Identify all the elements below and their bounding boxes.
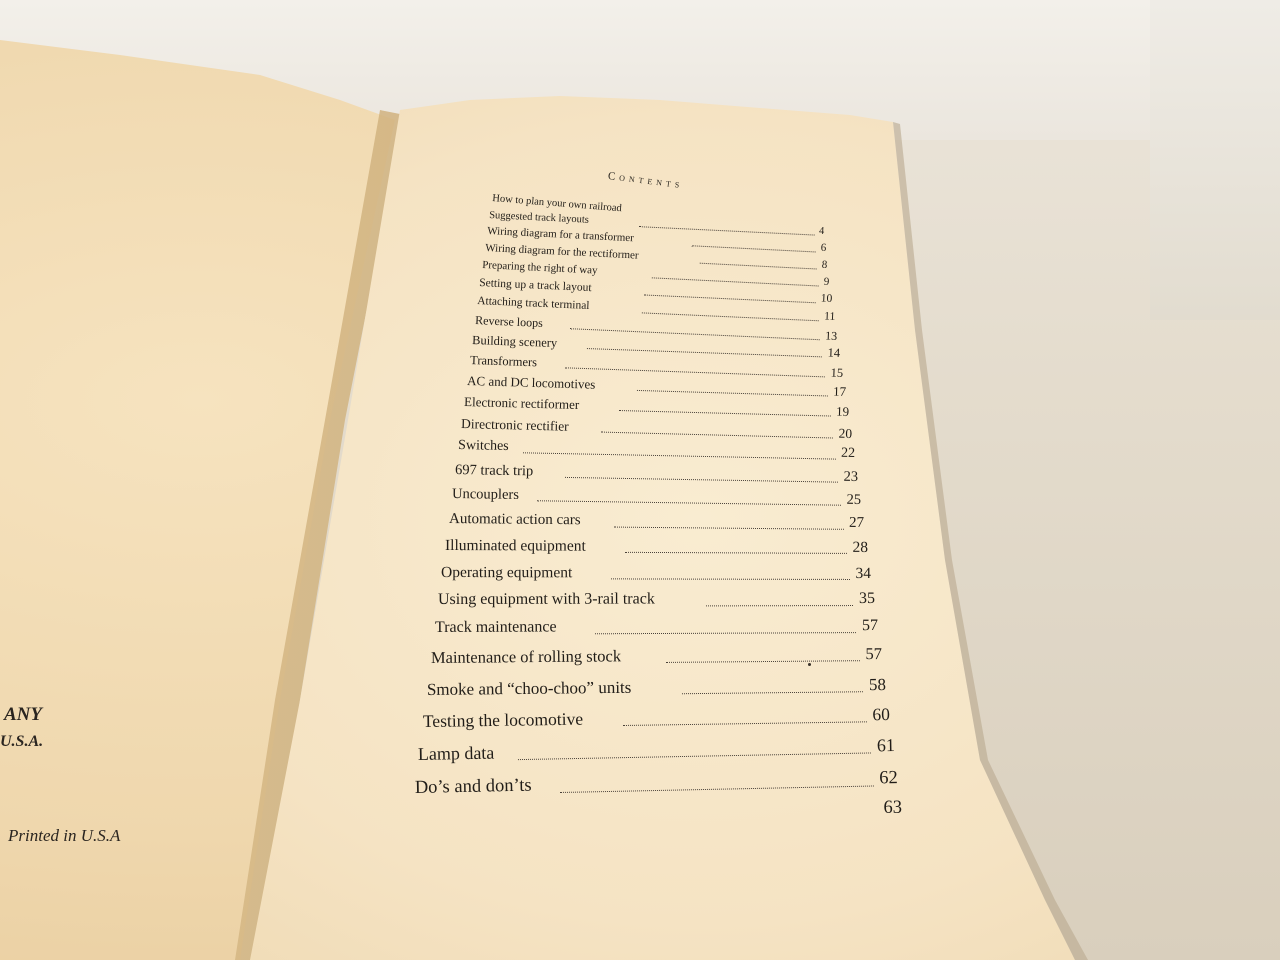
contents-entry-title: Wiring diagram for the rectiformer	[484, 242, 639, 262]
contents-entry-title: Smoke and “choo-choo” units	[426, 677, 632, 699]
contents-entry-title: Automatic action cars	[448, 511, 581, 529]
contents-entry-title: 697 track trip	[454, 461, 534, 479]
contents-entry-page: 57	[861, 617, 878, 635]
contents-entry	[426, 675, 887, 699]
contents-entry-page: 60	[872, 703, 891, 724]
contents-entry-leader	[619, 410, 831, 416]
contents-entry-title: Electronic rectiformer	[463, 394, 580, 412]
contents-entry-leader	[652, 277, 819, 286]
contents-entry-title: Wiring diagram for a transformer	[486, 225, 635, 245]
contents-entry	[463, 394, 850, 419]
contents-entry-title: Suggested track layouts	[488, 209, 590, 226]
contents-entry-leader	[625, 552, 847, 554]
contents-entry	[414, 767, 899, 798]
contents-entry-leader	[706, 605, 853, 606]
contents-entry-page: 14	[827, 345, 841, 360]
contents-entry-title: AC and DC locomotives	[466, 373, 596, 392]
contents-entry-title: Transformers	[469, 352, 538, 369]
contents-entry-leader	[692, 245, 816, 252]
contents-entry-leader	[614, 527, 844, 530]
contents-entry-page: 28	[852, 538, 869, 556]
contents-entry-page: 58	[868, 675, 887, 695]
contents-entry-title: Track maintenance	[434, 618, 557, 636]
contents-entry-page: 34	[855, 564, 872, 582]
contents-entry-leader	[595, 632, 856, 634]
contents-entry-title: How to plan your own railroad	[491, 192, 623, 214]
printed-note: Printed in U.S.A	[8, 826, 121, 845]
contents-entry-leader	[518, 752, 871, 760]
contents-entry-title: Uncouplers	[451, 485, 520, 503]
contents-entry-title: Building scenery	[471, 332, 558, 350]
contents-entry-title: Operating equipment	[440, 563, 573, 581]
contents-entry-page: 61	[876, 735, 896, 756]
contents-entry-title: Illuminated equipment	[444, 536, 586, 555]
contents-entry-leader	[700, 263, 817, 270]
contents-entry-leader	[601, 432, 833, 439]
contents-entry-leader	[642, 312, 819, 321]
contents-entry-page: 25	[846, 491, 862, 508]
contents-entry-leader	[637, 390, 828, 397]
contents-entry-leader	[565, 367, 825, 377]
contents-entry-page: 17	[832, 383, 847, 399]
contents-entry	[454, 461, 859, 485]
contents-entry-leader	[570, 328, 820, 340]
contents-entry-leader	[560, 786, 874, 793]
contents-entry-page: 19	[835, 403, 850, 419]
contents-entry-page: 20	[838, 425, 853, 441]
contents-entry-title: Preparing the right of way	[481, 259, 598, 277]
contents-entry-title: Lamp data	[417, 742, 495, 764]
contents-entry-title: Directronic rectifier	[460, 415, 569, 434]
contents-entry-leader	[565, 477, 838, 483]
contents-entry	[882, 797, 902, 818]
contents-entry-page: 27	[848, 514, 865, 531]
contents-entry	[440, 563, 872, 582]
contents-entry-title: Setting up a track layout	[478, 276, 592, 294]
country-fragment: U.S.A.	[0, 733, 44, 750]
contents-entry-page: 22	[840, 445, 856, 461]
contents-entry-page: 15	[830, 365, 844, 380]
contents-entry-page: 62	[879, 767, 899, 788]
contents-entry-leader	[682, 691, 863, 694]
contents-entry-page: 6	[820, 241, 827, 254]
paper-speck	[808, 663, 811, 666]
contents-entry-leader	[523, 452, 836, 459]
contents-entry	[417, 735, 896, 764]
contents-entry-title: Maintenance of rolling stock	[430, 645, 622, 667]
contents-entry	[430, 643, 883, 667]
contents-entry-leader	[644, 294, 816, 303]
contents-entry	[437, 590, 876, 608]
contents-entry-title: Switches	[457, 438, 509, 455]
contents-entry	[422, 703, 891, 731]
contents-entry-page: 9	[823, 275, 830, 288]
contents-entry-page: 8	[821, 258, 828, 271]
contents-entry-leader	[666, 660, 860, 663]
contents-entry	[460, 415, 853, 441]
contents-entry	[444, 536, 869, 556]
company-name-fragment: ANY	[4, 704, 42, 725]
contents-entry-title: Reverse loops	[474, 313, 544, 330]
contents-heading: Contents	[607, 170, 684, 192]
contents-entry-leader	[639, 226, 814, 235]
contents-entry-leader	[587, 348, 822, 357]
contents-entry-page: 10	[820, 291, 833, 305]
contents-entry-page: 13	[824, 328, 838, 343]
contents-entry-page: 57	[865, 643, 883, 663]
contents-entry	[448, 511, 865, 531]
contents-entry-title: Attaching track terminal	[476, 294, 590, 312]
contents-entry-page: 4	[818, 225, 825, 237]
contents-entry	[451, 485, 862, 508]
contents-entry-title: Using equipment with 3-rail track	[437, 590, 655, 608]
contents-entry-title: Do’s and don’ts	[414, 775, 532, 798]
contents-entry-leader	[611, 578, 850, 580]
contents-entry	[457, 438, 856, 461]
contents-entry-page: 63	[883, 797, 902, 818]
contents-entry	[434, 617, 878, 636]
contents-entry-leader	[623, 721, 867, 726]
contents-entry-page: 35	[858, 590, 876, 608]
contents-entry-title: Testing the locomotive	[422, 708, 584, 731]
contents-entry-page: 23	[843, 468, 859, 485]
contents-entry-leader	[537, 500, 841, 505]
contents-entry-page: 11	[823, 310, 836, 323]
